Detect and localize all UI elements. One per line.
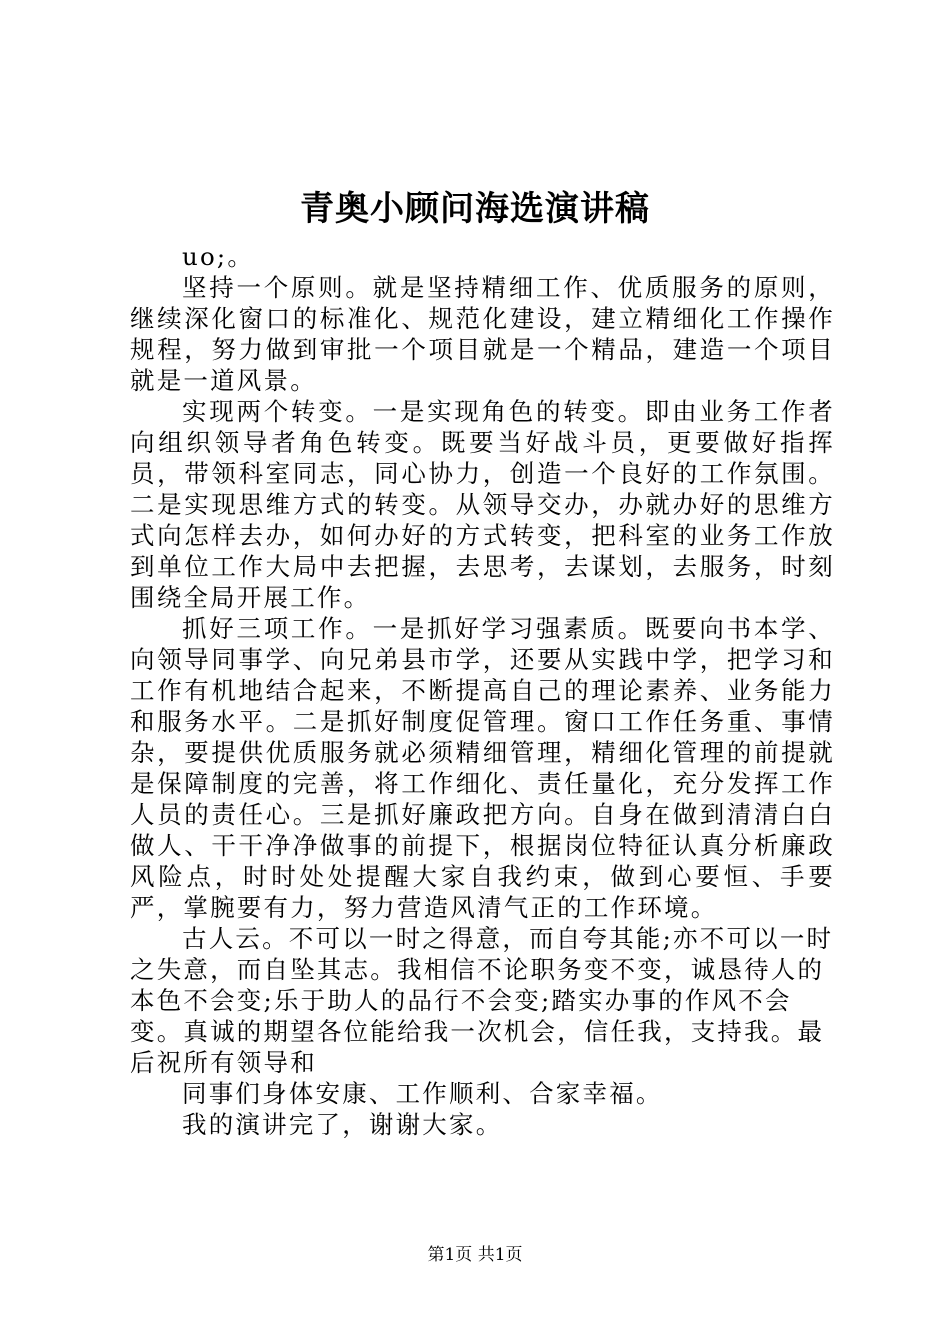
- paragraph-fragment: uo;。: [182, 242, 255, 271]
- page-footer: 第1页 共1页: [427, 1245, 523, 1265]
- paragraph-three-tasks: 抓好三项工作。一是抓好学习强素质。既要向书本学、向领导同事学、向兄弟县市学，还要从实践中学，把学习和工作有机地结合起来，不断提高自己的理论素养、业务能力和服务水平。二是抓好制度促管理。窗口工作任务重、事情杂，要提供优质服务就必须精细管理，精细化管理的前提就是保障制度的完善，将工作细化、责任量化，充分发挥工作人员的责任心。三是抓好廉政把方向。自身在做到清清白白做人、干干净净做事的前提下，根据岗位特征认真分析廉政风险点，时时处处提醒大家自我约束，做到心要恒、手要严，掌腕要有力，努力营造风清气正的工作环境。: [130, 614, 835, 922]
- document-title: 青奥小顾问海选演讲稿: [300, 189, 650, 229]
- paragraph-closing: 我的演讲完了，谢谢大家。: [182, 1110, 503, 1139]
- paragraph-two-transformations: 实现两个转变。一是实现角色的转变。即由业务工作者向组织领导者角色转变。既要当好战斗员，更要做好指挥员，带领科室同志，同心协力，创造一个良好的工作氛围。二是实现思维方式的转变。从领导交办，办就办好的思维方式向怎样去办，如何办好的方式转变，把科室的业务工作放到单位工作大局中去把握，去思考，去谋划，去服务，时刻围绕全局开展工作。: [130, 397, 835, 612]
- paragraph-ancient-saying: 古人云。不可以一时之得意，而自夸其能;亦不可以一时之失意，而自坠其志。我相信不论职务变不变，诚恳待人的本色不会变;乐于助人的品行不会变;踏实办事的作风不会变。真诚的期望各位能给我一次机会，信任我，支持我。最后祝所有领导和: [130, 924, 834, 1077]
- paragraph-one-principle: 坚持一个原则。就是坚持精细工作、优质服务的原则，继续深化窗口的标准化、规范化建设，建立精细化工作操作规程，努力做到审批一个项目就是一个精品，建造一个项目就是一道风景。: [130, 273, 835, 395]
- document-body: [130, 241, 835, 1140]
- paragraph-wishes: 同事们身体安康、工作顺利、合家幸福。: [182, 1079, 663, 1108]
